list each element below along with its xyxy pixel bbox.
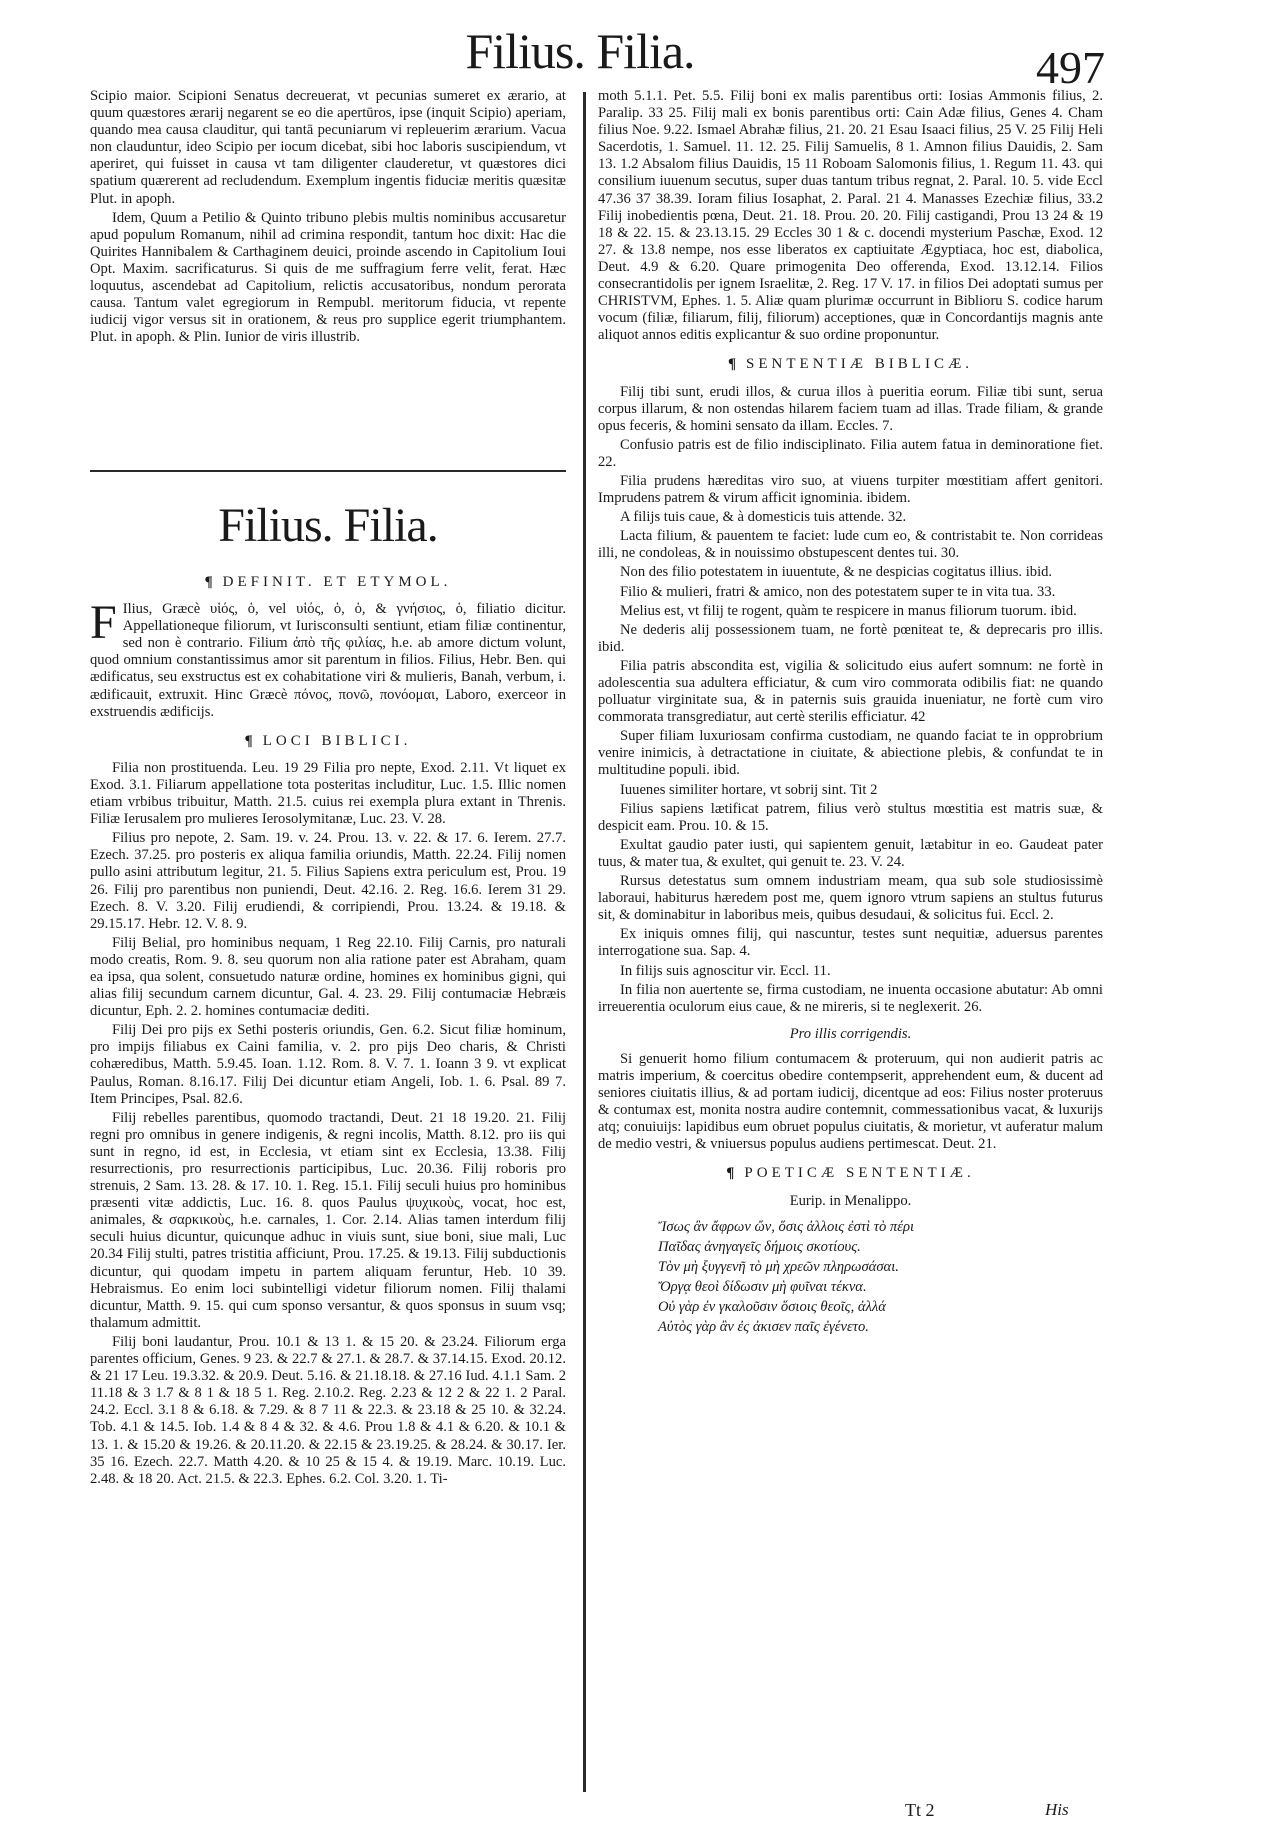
loci-paragraph: Filius pro nepote, 2. Sam. 19. v. 24. Prou. 13. v. 22. & 17. 6. Ierem. 27.7. Ezech. 37.25. pro posteris ex aliqua familia oriundis, Matth. 22.24. Filij nomen pullo asini attributum legitur, 21. 5. Filius Sapiens extra periculum est, Prou. 19 26. Filij pro parentibus non puniendi, Deut. 42.16. 2. Reg. 16.6. Ierem 31 29. Ezech. 8. V. 3.20. Filij erudiendi, & corripiendi, Prou. 13.24. & 19.18. & 29.15.17. Hebr. 12. V. 8. 9. <box>90 830 566 932</box>
left-column-lower <box>90 488 566 1490</box>
loci-paragraph: Filij Belial, pro hominibus nequam, 1 Reg 22.10. Filij Carnis, pro naturali modo creatis, Rom. 9. 8. seu quorum non alia ratione pater est Abraham, quam ea ipsa, qua solent, consuetudo naturæ ordine, homines ex hominibus gigni, qui alias filij secundum carnem dicuntur, Gal. 4. 23. 29. Filij contumaciæ Hebræis dicuntur, Eph. 2. 2. homines contumaciæ dediti. <box>90 934 566 1020</box>
greek-verse-line: Αὐτὸς γὰρ ἂν ἐς ἀκισεν παῖς ἐγένετο. <box>658 1318 869 1335</box>
left-column-top <box>90 88 566 348</box>
loci-paragraph: Filia non prostituenda. Leu. 19 29 Filia pro nepte, Exod. 2.11. Vt liquet ex Exod. 3.1. Filiarum appellatione tota posteritas includitur, Luc. 1.5. Illic nomen etiam vrbibus tribuitur, Matth. 21.5. cuius rei exempla plura extant in Threnis. Filiæ Ierusalem pro mulieres Ierosolymitanæ, Luc. 23. V. 28. <box>90 759 566 828</box>
sententia: Filia prudens hæreditas viro suo, at viuens turpiter mœstitiam affert genitori. Imprudens patrem & virum afficit ignominia. ibidem. <box>598 472 1103 507</box>
paragraph-scipio: Scipio maior. Scipioni Senatus decreuerat, vt pecunias sumeret ex ærario, at quum quæstores ærarij negarent se eo die apertūros, ipse (inquit Scipio) aperiam, quando mea causa clauditur, qui tantā pecuniarum vi repleuerim ærarium. Vacua non clauduntur, ideo Scipio per iocum dicebat, sibi hoc laboris suscipiendum, vt aperiret, qui fuisset in causa vt tam diligenter clauderetur, vt quæstores dici spatium quærerent ad recludendum. Exemplum ingentis fiduciæ meritis quæsitæ Plut. in apoph. <box>90 88 566 207</box>
heading-sententiae <box>598 356 1103 373</box>
running-title: Filius. Filia. <box>465 23 695 79</box>
right-top-paragraph: moth 5.1.1. Pet. 5.5. Filij boni ex malis parentibus orti: Iosias Ammonis filius, 2. Paralip. 33 25. Filij mali ex bonis parentibus orti: Cain Adæ filius, Genes 4. Cham filius Noe. 9.22. Ismael Abrahæ filius, 21. 20. 21 Esau Isaaci filius, 25 V. 25 Filij Heli Sacerdotis, 1. Samuel. 11. 12. 25. Filij Samuelis, 8 1. Amnon filius Dauidis, 2. Sam 13. 1.2 Absalom filius Dauidis, 15 11 Roboam Salomonis filius, 1. Regum 11. 43. qui consilium iuuenum secutus, super duas tantum tribus regnat, 2. Paral. 10. 5. vide Eccl 47.36 37 38.39. Ioram filius Iosaphat, 2. Paral. 21 4. Manasses Ezechiæ filius, 33.2 Filij inobedientis pœna, Deut. 21. 18. Prou. 20. 20. Filij castigandi, Prou 13 24 & 19 18 & 22. 15. & 23.13.15. 29 Eccles 30 1 & c. docendi mysterium Paschæ, Exod. 12 27. & 13.8 nempe, nos esse liberatos ex captiuitate Ægyptiaca, hoc est, diabolica, Deut. 4.9 & 6.20. Quare primogenita Deo offerenda, Exod. 13.12.14. Filios consecrantidolis per ignem Israelitæ, 2. Reg. 17 V. 17. in filios Dei adoptati sumus per CHRISTVM, Ephes. 1. 5. Aliæ quam plurimæ occurrunt in Biblioru S. codice harum vocum (filiæ, filiarum, filij, filiorum) acceptiones, quæ in Concordantijs magnis ante aliquot annos editis explicantur & suo ordine proponuntur. <box>598 88 1103 344</box>
sententia: Confusio patris est de filio indisciplinato. Filia autem fatua in deminoratione fiet. 22. <box>598 436 1103 470</box>
subheading-corrigendis: Pro illis corrigendis. <box>789 1025 912 1042</box>
corrigendis-paragraph: Si genuerit homo filium contumacem & proteruum, qui non audierit patris ac matris imperium, & coercitus obedire contempserit, apprehendent eum, & ducent ad seniores ciuitatis illius, & ad portam iudicij, dicentque ad eos: Filius noster proteruus & contumax est, monita nostra audire contemnit, commessationibus vacat, & luxurijs atq; conuiuijs: lapidibus eum obruet populus ciuitatis, & morietur, vt auferatur malum de medio vestri, & vniuersus populus audiens pertimescat. Deut. 21. <box>598 1050 1103 1153</box>
greek-verse-line: Παῖδας ἀνηγαγεῖς δήμοις σκοτίους. <box>658 1238 861 1255</box>
drop-cap: F <box>90 596 117 650</box>
sententia: Filio & mulieri, fratri & amico, non des potestatem super te in vita tua. 33. <box>620 583 1056 600</box>
right-column <box>598 88 1103 1338</box>
sententia: Lacta filium, & pauentem te faciet: lude cum eo, & contristabit te. Non corrideas illi, ne condoleas, & in nouissimo obstupescent dentes tui. 30. <box>598 528 1103 562</box>
greek-verse-line: Τὸν μὴ ξυγγενῆ τὸ μὴ χρεῶν πληρωσάσαι. <box>658 1258 899 1275</box>
heading-definit-text: DEFINIT. ET ETYMOL. <box>222 574 452 590</box>
heading-loci <box>90 733 566 750</box>
heading-poeticae <box>598 1165 1103 1182</box>
definition-text: Ilius, Græcè υἱός, ὁ, vel υἱός, ὁ, ὁ, & γνήσιος, ὁ, filiatio dicitur. Appellationeque filiorum, vt Iurisconsulti sentiunt, etiam filiæ continentur, sed non è contrario. Filium ἀπὸ τῆς φιλίας, h.e. ab amore dictum volunt, quod omnium constantissimus amor sit parentum in filios. Filius, Hebr. Ben. qui ædificatus, seu exstructus est ex cohabitatione viri & mulieris, Banah, verbum, i. ædificauit, extruxit. Hinc Græcè πόνος, πονῶ, πονόομαι, Laboro, exerceor in exstruendis ædificijs. <box>90 601 566 720</box>
pilcrow-icon: ¶ <box>244 732 253 749</box>
pilcrow-icon: ¶ <box>727 356 737 373</box>
definition-paragraph <box>90 596 566 721</box>
heading-poeticae-text: POETICÆ SENTENTIÆ. <box>744 1165 975 1182</box>
heading-definit <box>90 574 566 591</box>
loci-paragraph: Filij Dei pro pijs ex Sethi posteris oriundis, Gen. 6.2. Sicut filiæ hominum, pro impijs filiabus ex Caini familia, v. 2. pro pijs Deo charis, & Christi cohæredibus, Matth. 5.9.45. Ioan. 1.12. Rom. 8. V. 7. 1. Ioann 3 9. vt explicat Paulus, Roman. 8.16.17. Filij Dei dicuntur etiam Angeli, Iob. 1. 6. Psal. 89 7. Item Principes, Psal. 82.6. <box>90 1022 566 1107</box>
poetic-source: Eurip. in Menalippo. <box>789 1192 912 1209</box>
sententia: Rursus detestatus sum omnem industriam meam, qua sub sole studiosissimè laboraui, habiturus hæredem post me, quem ignoro vtrum sapiens an stultus futurus sit, & dominabitur in laboribus meis, quibus desudaui, & solicitus fui. Eccl. 2. <box>598 873 1103 924</box>
signature-mark: Tt 2 <box>905 1800 935 1820</box>
sententia: A filijs tuis caue, & à domesticis tuis attende. 32. <box>620 509 907 526</box>
catchword: His <box>1045 1800 1069 1819</box>
sententia: Filius sapiens lætificat patrem, filius verò stultus mœstitia est matris suæ, & despicit eam. Prou. 10. & 15. <box>598 800 1103 834</box>
sententia: Filia patris abscondita est, vigilia & solicitudo eius aufert somnum: ne fortè in adolescentia sua adultera efficiatur, & cum viro commorata odibilis fiat: ne quando polluatur virginitate sua, & in paternis suis grauida inueniatur, ne fortè cum viro commorata transgrediatur, aut certè sterilis efficiatur. 42 <box>598 657 1103 726</box>
sententia: In filijs suis agnoscitur vir. Eccl. 11. <box>620 962 831 979</box>
sententia: Ne dederis alij possessionem tuam, ne fortè pœniteat te, & deprecaris pro illis. ibid. <box>598 621 1103 655</box>
sententia: Filij tibi sunt, erudi illos, & curua illos à pueritia eorum. Filiæ tibi sunt, serua corpus illarum, & non ostendas hilarem faciem tuam ad illas. Trade filiam, & grande opus feceris, & homini sensato da illam. Eccles. 7. <box>598 383 1103 434</box>
paragraph-idem: Idem, Quum a Petilio & Quinto tribuno plebis multis nominibus accusaretur apud populum Romanum, nihil ad crimina respondit, tantum hoc dixit: Hac die Quirites Hannibalem & Carthaginem deuici, proinde ascendo in Capitolium Ioui Opt. Maxim. sacrificaturus. Si quis de me suffragium ferre velit, ferat. Hæc loquutus, ascendebat ad Capitolium, relictis accusatoribus, nondum perorata causa. Tantum valet egregiorum in Rempubl. meritorum fiducia, vt repente iudicij vigor versus sit in orationem, & reus pro supplice egerit triumphantem. Plut. in apoph. & Plin. Iunior de viris illustrib. <box>90 209 566 346</box>
sententia: Melius est, vt filij te rogent, quàm te respicere in manus filiorum tuorum. ibid. <box>620 602 1077 619</box>
loci-paragraph: Filij boni laudantur, Prou. 10.1 & 13 1. & 15 20. & 23.24. Filiorum erga parentes officium, Genes. 9 23. & 22.7 & 27.1. & 28.7. & 37.14.15. Exod. 20.12. & 21 17 Leu. 19.3.32. & 20.9. Deut. 5.16. & 21.18.18. & 27.16 Iud. 4.1.1 Sam. 2 11.18 & 3 1.7 & 8 1 & 18 5 1. Reg. 2.10.2. Reg. 2.23 & 12 2 & 22 1. 2 Paral. 24.2. Eccl. 3.1 8 & 6.18. & 7.29. & 8 7 11 & 22.3. & 23.18 & 25 10. & 32.24. Tob. 4.1 & 14.5. Iob. 1.4 & 8 4 & 32. & 4.6. Prou 1.8 & 4.1 & 6.20. & 10.1 & 13. 1. & 15.20 & 19.26. & 20.11.20. & 22.15 & 23.19.25. & 28.24. & 30.17. Ier. 35 16. Ezech. 22.7. Matth 4.20. & 10 25 & 15 4. & 19.19. Marc. 10.19. Luc. 2.48. & 18 20. Act. 21.5. & 22.3. Ephes. 6.2. Col. 3.20. 1. Ti- <box>90 1333 566 1487</box>
heading-loci-text: LOCI BIBLICI. <box>262 732 412 749</box>
greek-verse-line: Οὐ γὰρ ἐν γκαλοῦσιν ὅσιοις θεοῖς, ἀλλά <box>658 1298 886 1315</box>
column-divider <box>583 92 586 1792</box>
heading-sententiae-text: SENTENTIÆ BIBLICÆ. <box>746 356 974 373</box>
sententia: Exultat gaudio pater iusti, qui sapientem genuit, lætabitur in eo. Gaudeat pater tuus, & mater tua, & exultet, qui genuit te. 23. V. 24. <box>598 836 1103 870</box>
sententia: In filia non auertente se, firma custodiam, ne inuenta occasione abutatur: Ab omni irreuerentia oculorum eius caue, & ne mireris, si te neglexerit. 26. <box>598 981 1103 1015</box>
loci-paragraph: Filij rebelles parentibus, quomodo tractandi, Deut. 21 18 19.20. 21. Filij regni pro omnibus in genere indigenis, & regni incolis, Matth. 8.12. pro iis qui sunt in regno, id est, in Ecclesia, vt etiam sint ex Ecclesia, 13.38. Filij resurrectionis, pro resurrectionis participibus, Luc. 20.36. Filij roboris pro strenuis, 2 Sam. 13. 28. & 17. 10. 1. Reg. 15.1. Filij seculi huius pro hominibus præsenti vitæ addictis, Luc. 16. 8. quos Paulus ψυχικοὺς, vocat, hoc est, animales, & σαρκικοὺς, h.e. carnales, 1. Cor. 2.14. Alias tamen interdum filij seculi huius dicuntur, quicunque adhuc in viuis sunt, siue boni, siue mali, Luc 20.34 Filij stulti, patres tristitia afficiunt, Prou. 17.25. & 19.13. Filij subductionis dicuntur, qui quodam impetu in partem aliquam feruntur, Heb. 10 39. Hebraismus. Eo enim loci subintelligi videtur filiorum nomen. Filij thalami dicuntur, Matth. 9. 15. qui cum sponso versantur, & quos sponsus in suum vsq; thalamum admittit. <box>90 1109 566 1331</box>
page-number: 497 <box>1036 42 1105 93</box>
pilcrow-icon: ¶ <box>726 1165 735 1182</box>
pilcrow-icon: ¶ <box>204 574 213 590</box>
section-rule <box>90 470 566 472</box>
sententia: Non des filio potestatem in iuuentute, & ne despicias cogitatus illius. ibid. <box>620 564 1053 581</box>
greek-verse-line: Ἴσως ἂν ἄφρων ὤν, ὅσις ἀλλοις ἐστὶ τὸ πέρι <box>658 1218 915 1235</box>
sententia: Super filiam luxuriosam confirma custodiam, ne quando faciat te in opprobrium venire inimicis, à detractatione in ciuitate, & abiectione plebis, & confundat te in multitudine populi. ibid. <box>598 728 1103 779</box>
sententia: Iuuenes similiter hortare, vt sobrij sint. Tit 2 <box>620 781 878 798</box>
greek-verse-line: Ὄργᾳ θεοὶ δίδωσιν μὴ φυῖναι τέκνα. <box>658 1278 867 1295</box>
section-title: Filius. Filia. <box>218 499 438 552</box>
sententia: Ex iniquis omnes filij, qui nascuntur, testes sunt nequitiæ, aduersus parentes interrogatione sua. Sap. 4. <box>598 926 1103 960</box>
